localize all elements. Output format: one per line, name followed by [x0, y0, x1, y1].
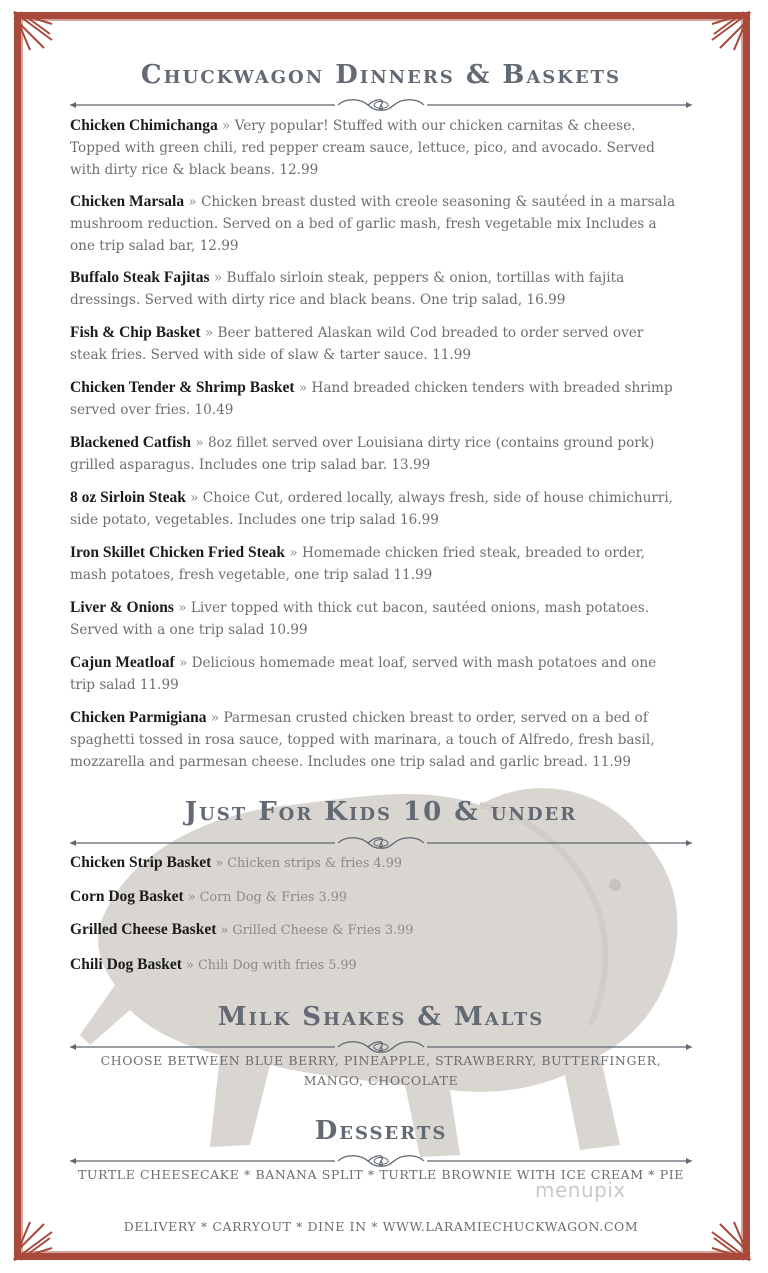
menu-item	[70, 267, 682, 311]
item-name: Chicken Tender & Shrimp Basket	[70, 379, 295, 396]
item-description: 8oz fillet served over Louisiana dirty rice (contains ground pork) grilled asparagus. Includes one trip salad bar. 13.99	[70, 435, 655, 473]
item-name: Chicken Parmigiana	[70, 709, 207, 726]
menu-item	[70, 377, 682, 421]
item-description: Chili Dog with fries 5.99	[197, 958, 357, 973]
item-name: Buffalo Steak Fajitas	[70, 269, 210, 286]
menu-item	[70, 652, 682, 696]
item-description: Parmesan crusted chicken breast to order, served on a bed of spaghetti tossed in rosa sauce, topped with marinara, a touch of Alfredo, fresh basil, mozzarella and parmesan cheese. Includes one trip salad and garlic bread. 11.99	[70, 710, 655, 770]
item-separator: »	[209, 270, 227, 286]
kids-menu-item	[70, 852, 682, 875]
section-title-shakes: Milk Shakes & Malts	[217, 1002, 545, 1032]
menu-item	[70, 487, 682, 531]
menupix-watermark: menupix	[535, 1178, 626, 1202]
item-name: Iron Skillet Chicken Fried Steak	[70, 544, 286, 561]
item-name: 8 oz Sirloin Steak	[70, 489, 186, 506]
item-name: Chicken Chimichanga	[70, 117, 218, 134]
corner-ornament-top-right	[710, 10, 752, 52]
item-name: Blackened Catfish	[70, 434, 191, 451]
section-title-kids: Just For Kids 10 & under	[184, 797, 578, 827]
item-separator: »	[200, 325, 218, 341]
item-name: Fish & Chip Basket	[70, 324, 201, 341]
item-name: Corn Dog Basket	[70, 888, 184, 905]
item-separator: »	[185, 490, 203, 506]
item-separator: »	[217, 118, 235, 134]
item-description: Liver topped with thick cut bacon, sautéed onions, mash potatoes. Served with a one trip salad 10.99	[70, 600, 650, 638]
item-separator: »	[174, 655, 192, 671]
item-separator: »	[294, 380, 312, 396]
item-description: Delicious homemade meat loaf, served with mash potatoes and one trip salad 11.99	[70, 655, 657, 693]
item-separator: »	[181, 958, 198, 973]
footer-services-website: DELIVERY * CARRYOUT * DINE IN * WWW.LARAMIECHUCKWAGON.COM	[123, 1219, 639, 1234]
menu-item	[70, 597, 682, 641]
item-separator: »	[184, 194, 202, 210]
item-description: Beer battered Alaskan wild Cod breaded to order served over steak fries. Served with side of slaw & tarter sauce. 11.99	[70, 325, 644, 363]
item-separator: »	[285, 545, 302, 561]
kids-menu-item	[70, 919, 682, 942]
item-separator: »	[216, 923, 233, 938]
item-description: Very popular! Stuffed with our chicken carnitas & cheese. Topped with green chili, red pepper cream sauce, lettuce, pico, and avocado. Served with dirty rice & black beans. 12.99	[70, 118, 655, 178]
menu-item	[70, 191, 682, 257]
item-name: Chicken Strip Basket	[70, 854, 212, 871]
section-title-desserts: Desserts	[314, 1116, 448, 1146]
kids-menu-item	[70, 954, 682, 977]
item-name: Liver & Onions	[70, 599, 174, 616]
item-name: Chili Dog Basket	[70, 956, 182, 973]
item-description: Hand breaded chicken tenders with breaded shrimp served over fries. 10.49	[70, 380, 673, 418]
item-description: Grilled Cheese & Fries 3.99	[232, 923, 414, 938]
corner-ornament-top-left	[12, 10, 54, 52]
corner-ornament-bottom-right	[710, 1220, 752, 1262]
kids-menu-item	[70, 886, 682, 909]
item-name: Grilled Cheese Basket	[70, 921, 217, 938]
menu-item	[70, 707, 682, 773]
menu-item	[70, 542, 682, 586]
item-name: Chicken Marsala	[70, 193, 185, 210]
item-description: Buffalo sirloin steak, peppers & onion, tortillas with fajita dressings. Served with dirty rice and black beans. One trip salad, 16.99	[70, 270, 625, 308]
item-separator: »	[211, 856, 228, 871]
title-divider	[70, 835, 692, 851]
item-separator: »	[173, 600, 191, 616]
title-divider	[70, 97, 692, 113]
item-separator: »	[191, 435, 208, 451]
item-description: Chicken strips & fries 4.99	[227, 856, 403, 871]
item-separator: »	[206, 710, 224, 726]
dessert-list: TURTLE CHEESECAKE * BANANA SPLIT * TURTLE BROWNIE WITH ICE CREAM * PIE	[78, 1167, 684, 1182]
item-name: Cajun Meatloaf	[70, 654, 175, 671]
menu-item	[70, 322, 682, 366]
menu-item	[70, 115, 682, 181]
item-description: Homemade chicken fried steak, breaded to order, mash potatoes, fresh vegetable, one trip salad 11.99	[70, 545, 645, 583]
shake-flavors: CHOOSE BETWEEN BLUE BERRY, PINEAPPLE, STRAWBERRY, BUTTERFINGER, MANGO, CHOCOLATE	[100, 1053, 662, 1088]
item-separator: »	[183, 890, 200, 905]
item-description: Chicken breast dusted with creole seasoning & sautéed in a marsala mushroom reduction. Served on a bed of garlic mash, fresh vegetable mix Includes a one trip salad bar, 12.99	[70, 194, 676, 254]
corner-ornament-bottom-left	[12, 1220, 54, 1262]
section-title-dinners: Chuckwagon Dinners & Baskets	[140, 60, 622, 90]
item-description: Corn Dog & Fries 3.99	[199, 890, 348, 905]
menu-item	[70, 432, 682, 476]
item-description: Choice Cut, ordered locally, always fresh, side of house chimichurri, side potato, vegetables. Includes one trip salad 16.99	[70, 490, 674, 528]
